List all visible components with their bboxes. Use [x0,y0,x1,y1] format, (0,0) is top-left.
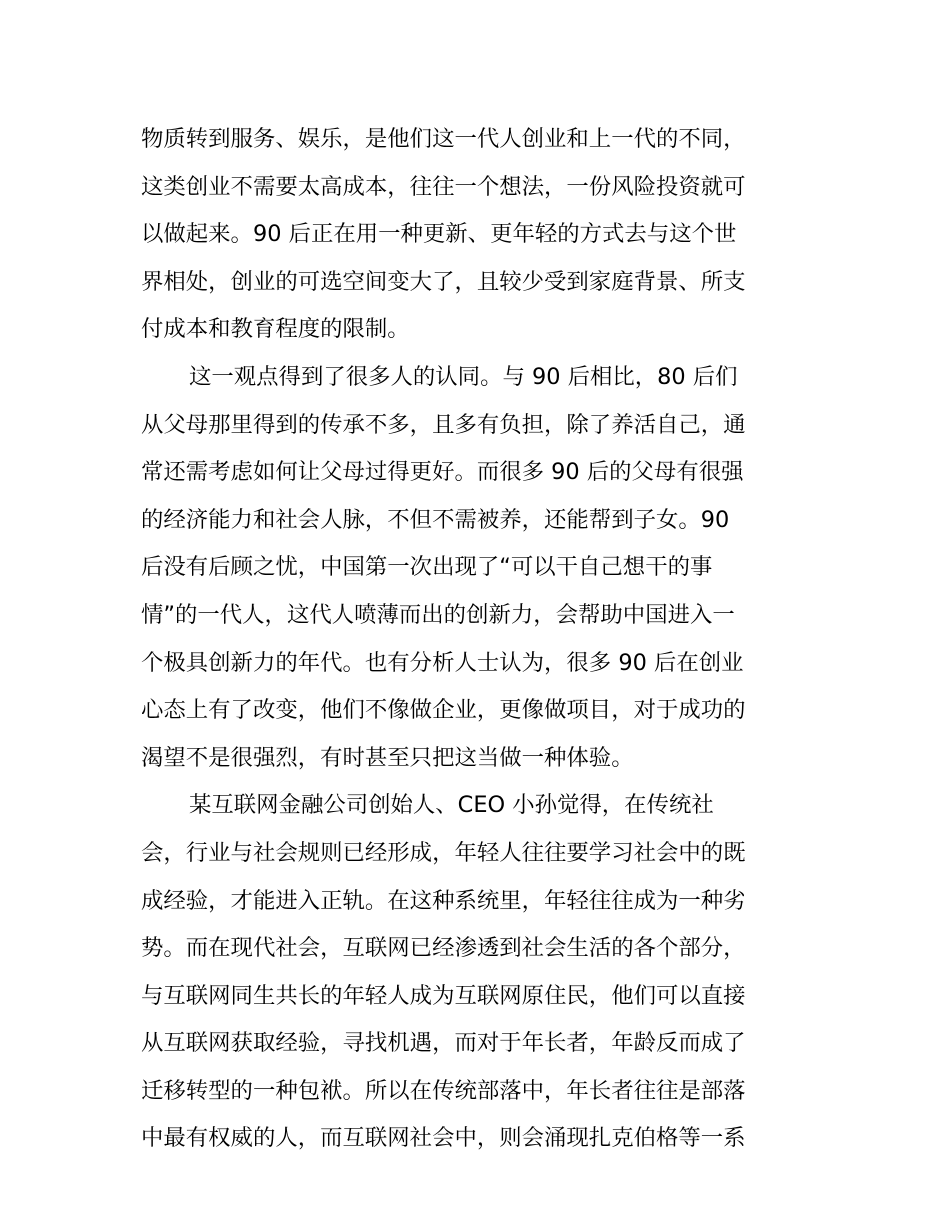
text-line: 付成本和教育程度的限制。 [141,316,410,343]
text-line: 与互联网同生共长的年轻人成为互联网原住民，他们可以直接 [141,982,746,1009]
text-line: 成经验，才能进入正轨。在这种系统里，年轻往往成为一种劣 [141,887,746,914]
text-line: 会，行业与社会规则已经形成，年轻人往往要学习社会中的既 [141,839,746,866]
text-line: 迁移转型的一种包袱。所以在传统部落中，年长者往往是部落 [141,1077,746,1104]
paragraph-3 [141,782,813,1163]
text-line: 从父母那里得到的传承不多，且多有负担，除了养活自己，通 [141,411,746,438]
paragraph-1 [141,116,813,354]
paragraph-2 [141,354,813,782]
text-line: 的经济能力和社会人脉，不但不需被养，还能帮到子女。90 [141,506,730,533]
text-line: 常还需考虑如何让父母过得更好。而很多 90 后的父母有很强 [141,459,744,486]
text-line: 后没有后顾之忧，中国第一次出现了“可以干自己想干的事 [141,554,713,581]
body-text [141,116,813,1163]
text-line: 以做起来。90 后正在用一种更新、更年轻的方式去与这个世 [141,221,737,248]
text-line: 界相处，创业的可选空间变大了，且较少受到家庭背景、所支 [141,268,746,295]
text-line: 物质转到服务、娱乐，是他们这一代人创业和上一代的不同， [141,126,746,152]
text-line: 这类创业不需要太高成本，往往一个想法，一份风险投资就可 [141,173,746,200]
text-line: 情”的一代人，这代人喷薄而出的创新力，会帮助中国进入一 [141,601,735,628]
text-line: 这一观点得到了很多人的认同。与 90 后相比，80 后们 [189,363,738,390]
text-line: 心态上有了改变，他们不像做企业，更像做项目，对于成功的 [141,697,746,724]
text-line: 中最有权威的人，而互联网社会中，则会涌现扎克伯格等一系 [141,1125,746,1152]
text-line: 势。而在现代社会，互联网已经渗透到社会生活的各个部分， [141,935,746,962]
text-line: 渴望不是很强烈，有时甚至只把这当做一种体验。 [141,744,634,771]
text-line: 从互联网获取经验，寻找机遇，而对于年长者，年龄反而成了 [141,1030,746,1057]
text-line: 某互联网金融公司创始人、CEO 小孙觉得，在传统社 [189,792,714,819]
text-line: 个极具创新力的年代。也有分析人士认为，很多 90 后在创业 [141,649,744,676]
